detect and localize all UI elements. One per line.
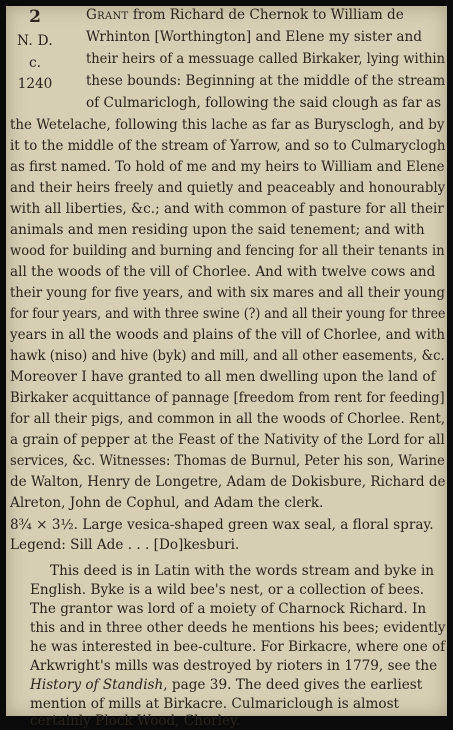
deed-line: for four years, and with three swine (?) and all their young for three <box>10 306 446 322</box>
note-line: This deed is in Latin with the words stream and byke in <box>50 563 435 579</box>
date-nd: N. D. <box>17 33 53 49</box>
deed-line: de Walton, Henry de Longetre, Adam de Dokisbure, Richard de <box>10 474 446 490</box>
note-line: mention of mills at Birkacre. Culmariclough is almost <box>30 696 400 712</box>
note-line: History of Standish, page 39. The deed gives the earliest <box>30 677 423 693</box>
deed-first-word: Grant <box>86 7 129 23</box>
note-line: English. Byke is a wild bee's nest, or a collection of bees. <box>30 582 425 598</box>
note-line: Arkwright's mills was destroyed by rioters in 1779, see the <box>30 658 438 674</box>
deed-line: their young for five years, and with six mares and all their young <box>10 285 445 301</box>
deed-line-3: their heirs of a messuage called Birkaker, lying within <box>86 51 446 67</box>
deed-line: all the woods of the vill of Chorlee. And with twelve cows and <box>10 264 436 280</box>
seal-size: 8¾ × 3½. <box>10 517 79 533</box>
book-title: History of Standish <box>30 677 164 693</box>
deed-line: with all liberties, &c.; and with common of pasture for all their <box>10 201 444 217</box>
deed-line: services, &c. Witnesses: Thomas de Burnul, Peter his son, Warine <box>10 453 445 469</box>
note-line: this and in three other deeds he mentions his bees; evidently <box>30 620 446 636</box>
deed-line: as first named. To hold of me and my heirs to William and Elene <box>10 159 445 175</box>
deed-line: it to the middle of the stream of Yarrow, and so to Culmaryclogh <box>10 138 446 154</box>
deed-line-4: these bounds: Beginning at the middle of the stream <box>86 73 446 89</box>
deed-line: a grain of pepper at the Feast of the Nativity of the Lord for all <box>10 432 445 448</box>
deed-line: wood for building and burning and fencing for all their tenants in <box>10 243 445 259</box>
deed-line: Alreton, John de Cophul, and Adam the clerk. <box>10 495 324 511</box>
date-year: 1240 <box>17 76 53 92</box>
deed-line: hawk (niso) and hive (byk) and mill, and all other easements, &c. <box>10 348 445 364</box>
deed-number: 2 <box>29 7 41 27</box>
deed-line: the Wetelache, following this lache as far as Burysclogh, and by <box>10 117 445 133</box>
deed-line-5: of Culmariclogh, following the said clough as far as <box>86 95 442 111</box>
note-line: certainly Plock Wood, Chorley. <box>30 713 241 729</box>
deed-line-2: Wrhinton [Worthington] and Elene my sister and <box>86 29 422 45</box>
deed-line: years in all the woods and plains of the vill of Chorlee, and with <box>10 327 446 343</box>
deed-line: for all their pigs, and common in all the woods of Chorlee. Rent, <box>10 411 446 427</box>
deed-line: animals and men residing upon the said tenement; and with <box>10 222 425 238</box>
date-circa: c. <box>29 55 41 71</box>
seal-legend: Legend: Sill Ade . . . [Do]kesburi. <box>10 537 240 553</box>
document-page <box>6 6 447 729</box>
deed-line: Birkaker acquittance of pannage [freedom from rent for feeding] <box>10 390 445 406</box>
deed-line: Moreover I have granted to all men dwelling upon the land of <box>10 369 436 385</box>
note-line: The grantor was lord of a moiety of Charnock Richard. In <box>30 601 427 617</box>
note-line: he was interested in bee-culture. For Birkacre, where one of <box>30 639 446 655</box>
deed-line-1: Grant from Richard de Chernok to William de <box>86 7 404 23</box>
seal-description: 8¾ × 3½. Large vesica-shaped green wax seal, a floral spray. <box>10 517 434 533</box>
deed-line: and their heirs freely and quietly and peaceably and honourably <box>10 180 446 196</box>
